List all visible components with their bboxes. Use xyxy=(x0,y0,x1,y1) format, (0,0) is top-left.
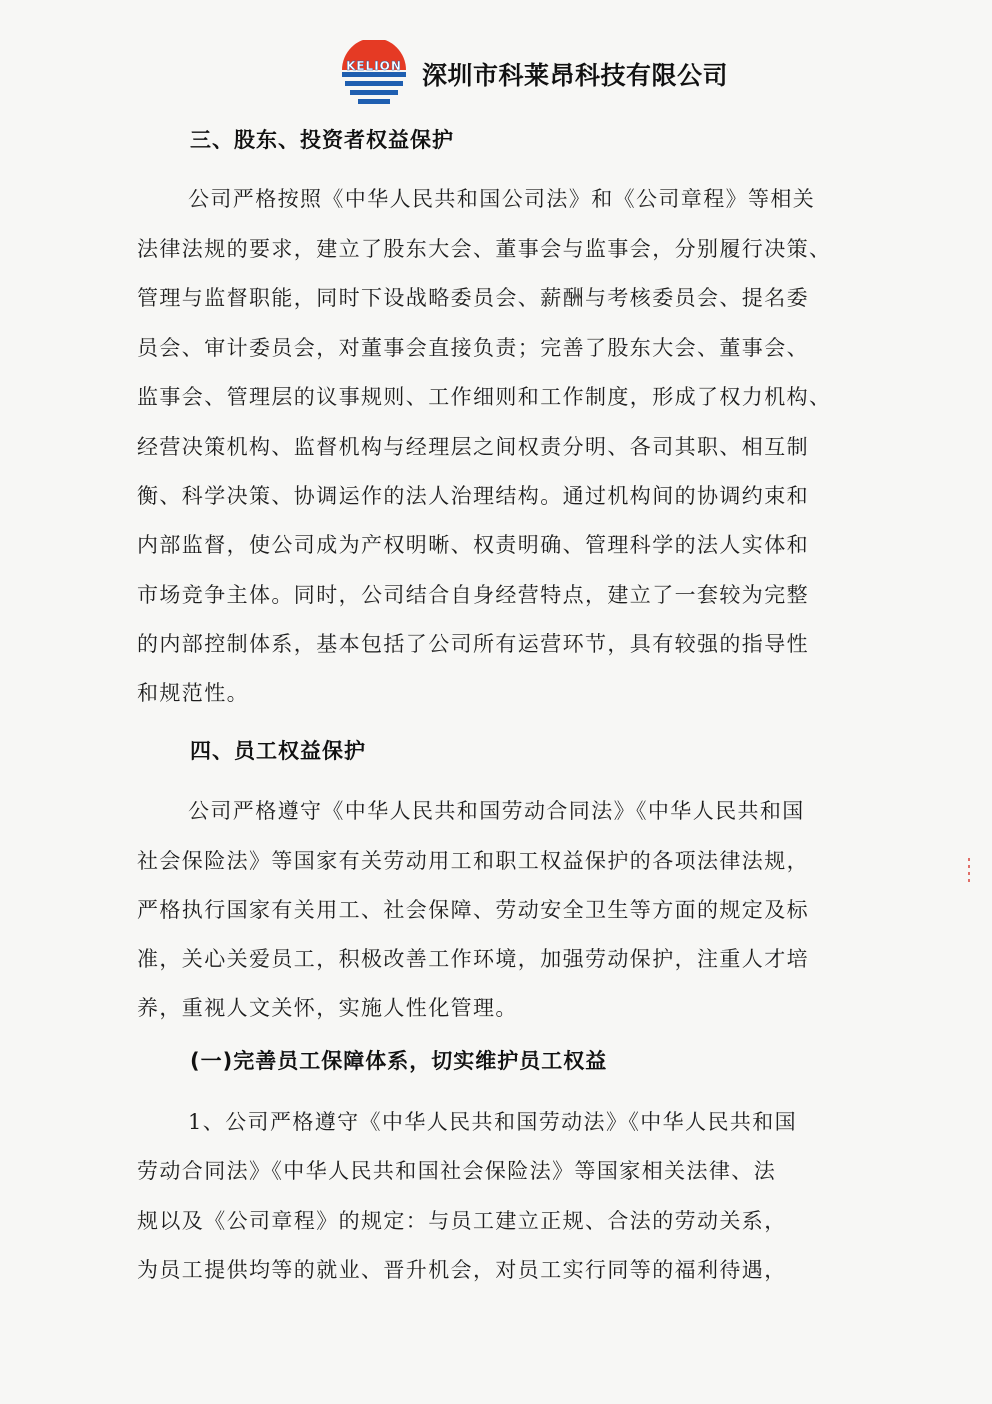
paragraph-line: 为员工提供均等的就业、晋升机会，对员工实行同等的福利待遇， xyxy=(137,1258,787,1282)
paragraph-line: 经营决策机构、监督机构与经理层之间权责分明、各司其职、相互制 xyxy=(137,435,809,459)
paragraph-line: 养，重视人文关怀，实施人性化管理。 xyxy=(137,996,518,1020)
paragraph-line: 严格执行国家有关用工、社会保障、劳动安全卫生等方面的规定及标 xyxy=(137,898,809,922)
paragraph-line: 公司严格按照《中华人民共和国公司法》和《公司章程》等相关 xyxy=(188,187,816,211)
section-4-heading: 四、员工权益保护 xyxy=(190,739,366,763)
paragraph-line: 规以及《公司章程》的规定：与员工建立正规、合法的劳动关系， xyxy=(137,1209,787,1233)
svg-text:KELION: KELION xyxy=(346,59,402,73)
seal-edge-mark xyxy=(966,858,972,884)
paragraph-line: 劳动合同法》《中华人民共和国社会保险法》等国家相关法律、法 xyxy=(137,1159,777,1183)
paragraph-line: 法律法规的要求，建立了股东大会、董事会与监事会，分别履行决策、 xyxy=(137,237,832,261)
paragraph-line: 员会、审计委员会，对董事会直接负责；完善了股东大会、董事会、 xyxy=(137,336,809,360)
paragraph-line: 和规范性。 xyxy=(137,681,249,705)
paragraph-line: 市场竞争主体。同时，公司结合自身经营特点，建立了一套较为完整 xyxy=(137,583,809,607)
paragraph-line: 监事会、管理层的议事规则、工作细则和工作制度，形成了权力机构、 xyxy=(137,385,832,409)
paragraph-line: 公司严格遵守《中华人民共和国劳动合同法》《中华人民共和国 xyxy=(188,799,805,823)
paragraph-line: 衡、科学决策、协调运作的法人治理结构。通过机构间的协调约束和 xyxy=(137,484,809,508)
company-logo xyxy=(336,40,412,108)
paragraph-line: 的内部控制体系，基本包括了公司所有运营环节，具有较强的指导性 xyxy=(137,632,809,656)
paragraph-line: 管理与监督职能，同时下设战略委员会、薪酬与考核委员会、提名委 xyxy=(137,286,809,310)
paragraph-line: 社会保险法》等国家有关劳动用工和职工权益保护的各项法律法规， xyxy=(137,849,809,873)
paragraph-line: 1、公司严格遵守《中华人民共和国劳动法》《中华人民共和国 xyxy=(188,1110,798,1134)
subsection-heading: (一)完善员工保障体系，切实维护员工权益 xyxy=(190,1049,608,1073)
section-3-heading: 三、股东、投资者权益保护 xyxy=(190,128,454,152)
letterhead xyxy=(336,40,756,110)
paragraph-line: 内部监督，使公司成为产权明晰、权责明确、管理科学的法人实体和 xyxy=(137,533,809,557)
paragraph-line: 准，关心关爱员工，积极改善工作环境，加强劳动保护，注重人才培 xyxy=(137,947,809,971)
company-name: 深圳市科莱昂科技有限公司 xyxy=(422,61,729,90)
